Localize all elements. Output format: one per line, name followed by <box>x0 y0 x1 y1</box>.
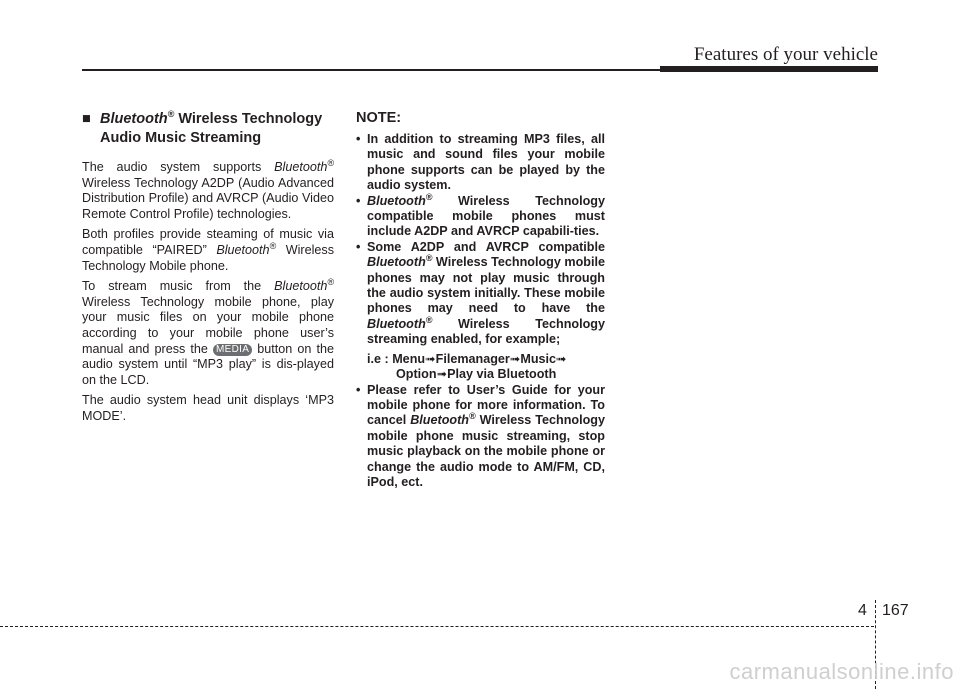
note-list <box>356 132 605 490</box>
header-bar <box>660 66 878 72</box>
section-title <box>82 110 334 148</box>
bullet-icon: • <box>356 382 361 397</box>
note-item-2-text: Wireless Technology compatible mobile phones must include A2DP and AVRCP capabili-ties. <box>367 193 605 239</box>
header-rule <box>82 69 660 71</box>
p3-text-a: To stream music from the <box>82 279 275 294</box>
note-item-3-text-a: Some A2DP and AVRCP compatible <box>367 239 605 254</box>
watermark: carmanualsonline.info <box>729 659 954 684</box>
note-title: NOTE: <box>356 110 402 126</box>
left-column <box>82 110 334 430</box>
note-item-3-brand-2: Bluetooth <box>367 316 426 331</box>
running-header: Features of your vehicle <box>693 44 878 65</box>
note-item-4-reg: ® <box>468 411 476 422</box>
note-item-1-text: In addition to streaming MP3 files, all music and sound files your mobile phone supports can be played by the audio system. <box>367 132 605 193</box>
paragraph-2 <box>82 227 334 274</box>
p2-brand: Bluetooth <box>216 242 270 257</box>
note-item-4-text-b: Wireless Technology mobile phone music streaming, stop music playback on the mobile phone or change the audio mode to AM/FM, CD, iPod, ect. <box>367 413 605 489</box>
p2-text-b: Wireless Technology Mobile phone. <box>82 242 335 273</box>
note-item-3-reg-2: ® <box>425 314 433 325</box>
note-item-4-brand: Bluetooth <box>410 413 469 428</box>
p3-reg: ® <box>327 276 334 287</box>
p3-text-c: button on the audio system until “MP3 play” is dis-played on the LCD. <box>82 341 334 387</box>
note-item-3-text-b: Wireless Technology mobile phones may not play music through the audio system initially. These mobile phones may need to have the <box>367 255 605 316</box>
note-item-4 <box>356 383 605 491</box>
bullet-icon: • <box>356 193 361 208</box>
menu-path-line-2: Option➟Play via Bluetooth <box>396 367 557 382</box>
chapter-number: 4 <box>858 602 867 619</box>
note-item-4-text-a: Please refer to User’s Guide for your mobile phone for more information. To cancel <box>367 382 605 428</box>
note-item-3-text-c: Wireless Technology streaming enabled, for example; <box>367 316 605 347</box>
title-brand: Bluetooth <box>100 111 168 127</box>
p1-brand: Bluetooth <box>274 160 328 174</box>
page-number: 167 <box>882 602 909 619</box>
square-bullet-icon: ■ <box>82 111 91 127</box>
title-reg: ® <box>167 109 175 120</box>
note-item-3-reg-1: ® <box>425 253 433 264</box>
p1-text-b: Wireless Technology A2DP (Audio Advanced Distribution Profile) and AVRCP (Audio Video Remote Control Profile) technologies. <box>82 175 334 221</box>
bullet-icon: • <box>356 239 361 254</box>
note-item-2-brand: Bluetooth <box>367 193 426 208</box>
footer-rule <box>0 626 874 627</box>
menu-path-line-1: i.e : Menu➟Filemanager➟Music➟ <box>367 351 567 366</box>
paragraph-3 <box>82 276 334 388</box>
p1-text-a: The audio system supports <box>82 160 275 174</box>
note-item-3-brand-1: Bluetooth <box>367 255 426 270</box>
note-item-1 <box>356 132 605 194</box>
right-column <box>356 110 605 490</box>
p3-brand: Bluetooth <box>274 279 328 294</box>
p1-reg: ® <box>327 157 334 168</box>
p3-text-b: Wireless Technology mobile phone, play your music files on your mobile phone according to your mobile phone user’s manual and press the <box>82 294 334 356</box>
p2-text-a: Both profiles provide steaming of music via compatible “PAIRED” <box>82 227 334 257</box>
bullet-icon: • <box>356 132 361 146</box>
title-rest: Wireless Technology Audio Music Streaming <box>100 111 323 146</box>
note-item-2-reg: ® <box>425 191 433 202</box>
p2-reg: ® <box>269 240 277 251</box>
media-button-icon: MEDIA <box>213 344 252 356</box>
note-item-3 <box>356 240 605 383</box>
paragraph-1 <box>82 157 334 222</box>
note-item-2 <box>356 191 605 240</box>
paragraph-4: The audio system head unit displays ‘MP3 MODE’. <box>82 393 334 423</box>
